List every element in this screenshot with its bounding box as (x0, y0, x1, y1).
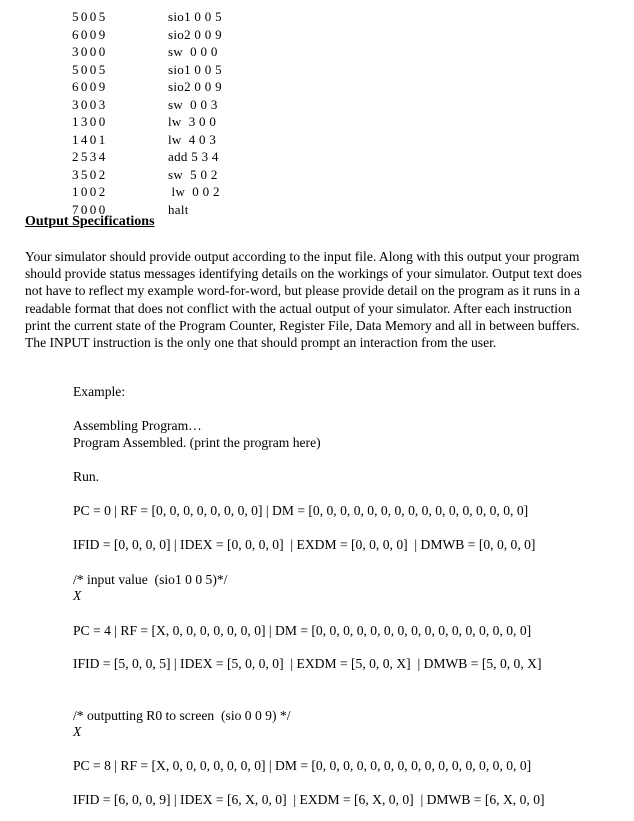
machine-code: 5005 (72, 9, 108, 24)
instruction: lw 4 0 3 (168, 131, 217, 147)
table-row (72, 148, 222, 166)
state-line-3: PC = 8 | RF = [X, 0, 0, 0, 0, 0, 0, 0] | DM = [0, 0, 0, 0, 0, 0, 0, 0, 0, 0, 0, 0, 0, 0, 0, 0] (73, 758, 532, 773)
section-title: Output Specifications (25, 214, 155, 229)
instruction: lw 3 0 0 (168, 114, 217, 129)
machine-code: 1002 (72, 184, 108, 199)
buffers-line-2: IFID = [5, 0, 0, 5] | IDEX = [5, 0, 0, 0] | EXDM = [5, 0, 0, X] | DMWB = [5, 0, 0, X] (73, 656, 542, 671)
instruction: halt (168, 201, 189, 217)
example-label: Example: (73, 384, 126, 399)
instruction: sio1 0 0 5 (168, 9, 222, 24)
buffers-line-3: IFID = [6, 0, 0, 9] | IDEX = [6, X, 0, 0] | EXDM = [6, X, 0, 0] | DMWB = [6, X, 0, 0] (73, 792, 545, 807)
machine-code: 6009 (72, 79, 108, 94)
table-row (72, 113, 222, 131)
assembled-line: Program Assembled. (print the program here) (73, 435, 321, 450)
machine-code: 5005 (72, 61, 108, 77)
table-row (72, 183, 222, 201)
instruction: lw 0 0 2 (168, 184, 220, 199)
output-value-x: X (73, 724, 82, 739)
table-row (72, 96, 222, 114)
machine-code: 7000 (72, 201, 108, 217)
instruction: sw 5 0 2 (168, 166, 218, 182)
instruction: sio2 0 0 9 (168, 79, 222, 94)
instruction: sw 0 0 3 (168, 96, 218, 112)
machine-code: 2534 (72, 149, 108, 164)
instruction: sw 0 0 0 (168, 44, 218, 59)
machine-code: 6009 (72, 26, 108, 42)
state-line-2: PC = 4 | RF = [X, 0, 0, 0, 0, 0, 0, 0] | DM = [0, 0, 0, 0, 0, 0, 0, 0, 0, 0, 0, 0, 0, 0, 0, 0] (73, 623, 532, 638)
table-row (72, 78, 222, 96)
instruction: sio1 0 0 5 (168, 61, 222, 77)
table-row (72, 166, 222, 184)
instruction: sio2 0 0 9 (168, 26, 222, 42)
spec-paragraph: Your simulator should provide output according to the input file. Along with this output your program should provide status messages identifying details on the workings of your simulator. Output text does not have to reflect my example word-for-word, but please provide detail on the program as it runs in a readable format that does not conflict with the actual output of your simulator. After each instruction print the current state of the Program Counter, Register File, Data Memory and all in between buffers. The INPUT instruction is the only one that should prompt an interaction from the user. (25, 249, 582, 351)
input-value-x: X (73, 588, 82, 603)
state-line-1: PC = 0 | RF = [0, 0, 0, 0, 0, 0, 0, 0] | DM = [0, 0, 0, 0, 0, 0, 0, 0, 0, 0, 0, 0, 0, 0, 0, 0] (73, 503, 529, 518)
table-row (72, 8, 222, 26)
machine-code: 3000 (72, 44, 108, 59)
machine-code: 1300 (72, 114, 108, 129)
run-line: Run. (73, 469, 100, 484)
comment-line-1: /* input value (sio1 0 0 5)*/ (73, 572, 228, 587)
table-row (72, 61, 222, 79)
buffers-line-1: IFID = [0, 0, 0, 0] | IDEX = [0, 0, 0, 0] | EXDM = [0, 0, 0, 0] | DMWB = [0, 0, 0, 0] (73, 537, 536, 552)
table-row (72, 26, 222, 44)
machine-code: 3003 (72, 96, 108, 112)
comment-line-2: /* outputting R0 to screen (sio 0 0 9) */ (73, 708, 291, 723)
instruction: add 5 3 4 (168, 149, 219, 164)
machine-code: 1401 (72, 131, 108, 147)
table-row (72, 131, 222, 149)
table-row (72, 43, 222, 61)
program-table (72, 8, 222, 218)
machine-code: 3502 (72, 166, 108, 182)
assembling-line: Assembling Program… (73, 418, 202, 433)
